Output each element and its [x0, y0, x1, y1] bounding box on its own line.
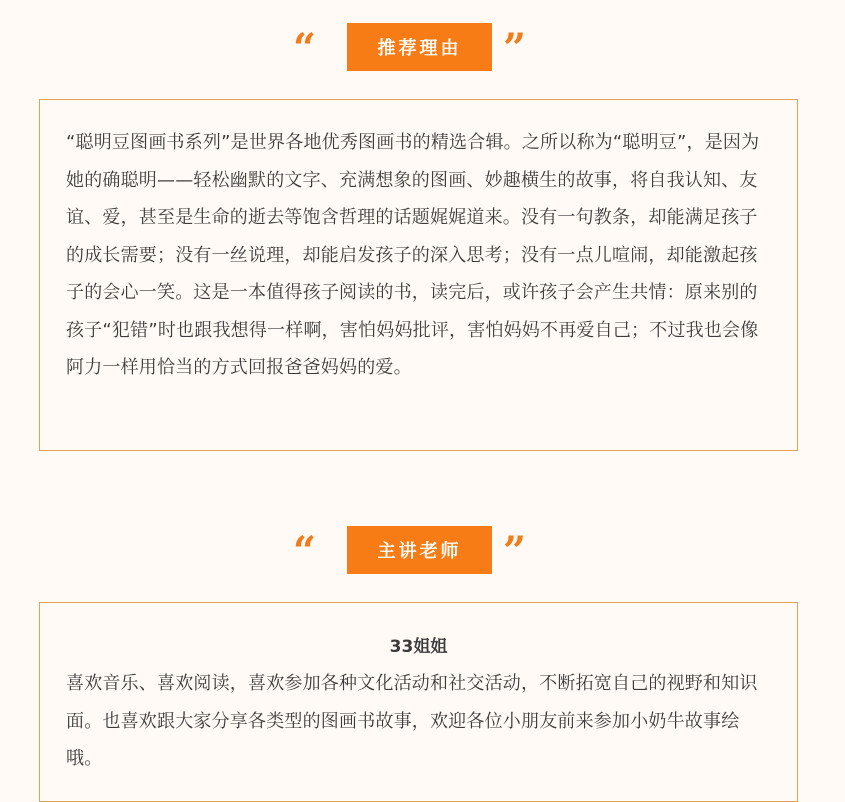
section-header-recommendation: [0, 23, 845, 71]
section-title-teacher: 主讲老师: [347, 526, 492, 574]
open-quote-icon: “: [293, 25, 317, 72]
open-quote-icon: “: [293, 528, 317, 575]
section-header-teacher: [0, 526, 845, 574]
teacher-box: [39, 602, 798, 802]
recommendation-text: “聪明豆图画书系列”是世界各地优秀图画书的精选合辑。之所以称为“聪明豆”，是因为她的确聪明——轻松幽默的文字、充满想象的图画、妙趣横生的故事，将自我认知、友谊、爱，甚至是生命的逝去等饱含哲理的话题娓娓道来。没有一句教条，却能满足孩子的成长需要；没有一丝说理，却能启发孩子的深入思考；没有一点儿喧闹，却能激起孩子的会心一笑。这是一本值得孩子阅读的书，读完后，或许孩子会产生共情：原来别的孩子“犯错”时也跟我想得一样啊，害怕妈妈批评，害怕妈妈不再爱自己；不过我也会像阿力一样用恰当的方式回报爸爸妈妈的爱。: [66, 132, 760, 378]
section-title-recommendation: 推荐理由: [347, 23, 492, 71]
teacher-bio: 喜欢音乐、喜欢阅读，喜欢参加各种文化活动和社交活动，不断拓宽自己的视野和知识面。也喜欢跟大家分享各类型的图画书故事，欢迎各位小朋友前来参加小奶牛故事绘哦。: [66, 673, 758, 769]
close-quote-icon: ”: [503, 528, 527, 575]
teacher-name: 33姐姐: [389, 637, 448, 657]
close-quote-icon: ”: [503, 25, 527, 72]
recommendation-box: [39, 99, 798, 451]
